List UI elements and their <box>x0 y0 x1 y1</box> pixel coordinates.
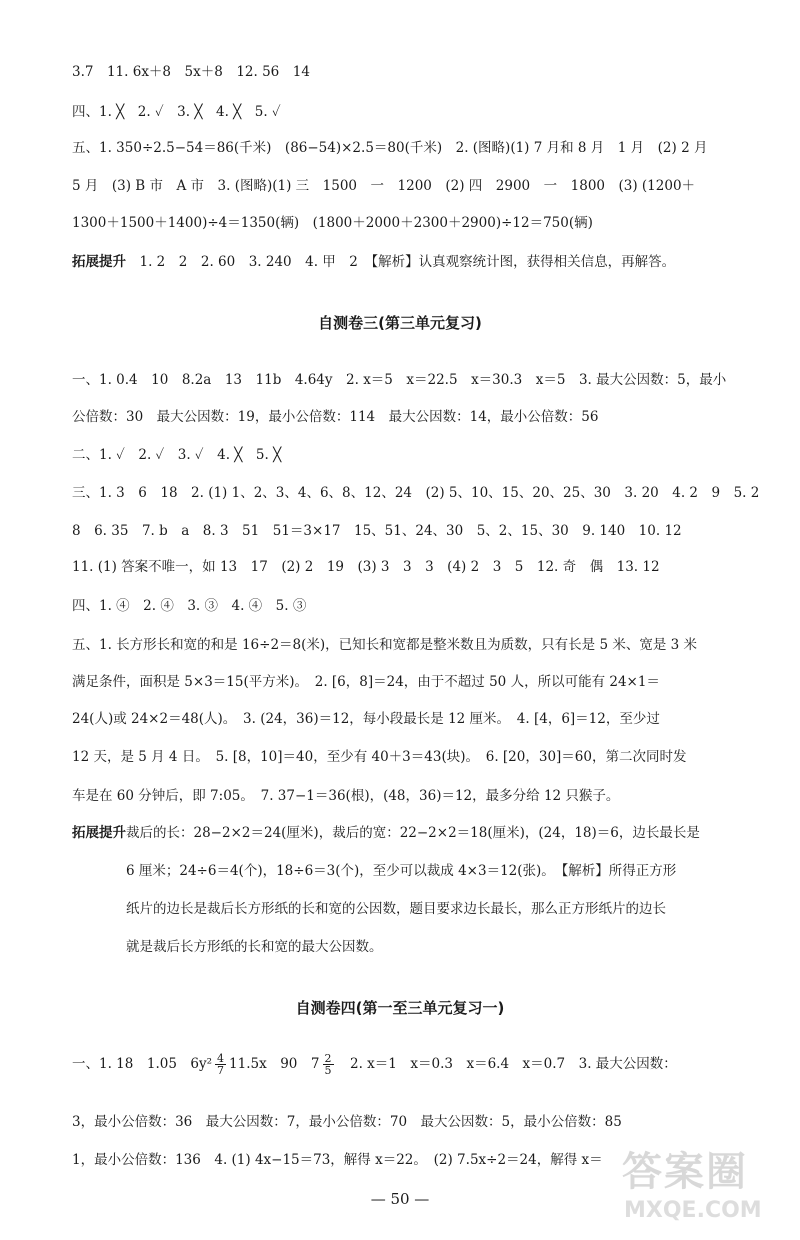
answer-segment: 2. x＝1 x＝0.3 x＝6.4 x＝0.7 3. 最大公因数： <box>350 1056 677 1072</box>
fraction <box>215 1053 226 1076</box>
answer-line: 3，最小公倍数：36 最大公因数：7，最小公倍数：70 最大公因数：5，最小公倍数：85 <box>72 1114 622 1130</box>
answer-line: 24(人)或 24×2＝48(人)。 3. (24，36)＝12，每小段最长是 12 厘米。 4. [4，6]＝12，至少过 <box>72 711 660 727</box>
answer-line: 纸片的边长是裁后长方形纸的长和宽的公因数，题目要求边长最长，那么正方形纸片的边长 <box>126 901 666 917</box>
fraction-numerator: 2 <box>324 1052 332 1065</box>
answer-line: 1，最小公倍数：136 4. (1) 4x−15＝73，解得 x＝22。 (2) 7.5x÷2＝24，解得 x＝ <box>72 1152 603 1168</box>
tuozhan-text: 1. 2 2 2. 60 3. 240 4. 甲 2 【解析】认真观察统计图，获得相关信息，再解答。 <box>139 254 676 270</box>
answer-line: 车是在 60 分钟后，即 7:05。 7. 37−1＝36(根)，(48，36)＝12，最多分给 12 只猴子。 <box>72 788 620 804</box>
answer-line: 8 6. 35 7. b a 8. 3 51 51＝3×17 15、51、24、30 5、2、15、30 9. 140 10. 12 <box>72 523 682 539</box>
answer-line: 1300＋1500＋1400)÷4＝1350(辆) (1800＋2000＋2300＋2900)÷12＝750(辆) <box>72 215 593 231</box>
tuozhan-label: 拓展提升 <box>72 254 126 270</box>
answer-line: 三、1. 3 6 18 2. (1) 1、2、3、4、6、8、12、24 (2) 5、10、15、20、25、30 3. 20 4. 2 9 5. 2 <box>72 485 760 501</box>
watermark-logo <box>600 1136 800 1236</box>
tuozhan-label: 拓展提升 <box>72 825 126 841</box>
answer-line: 四、1. ╳ 2. ✓ 3. ╳ 4. ╳ 5. ✓ <box>72 104 281 120</box>
fraction <box>323 1053 334 1076</box>
answer-segment: 一、1. 18 1.05 6y² <box>72 1056 213 1072</box>
tuozhan-line <box>72 251 675 273</box>
answer-line: 裁后的长：28−2×2＝24(厘米)，裁后的宽：22−2×2＝18(厘米)，(24，18)＝6，边长最长是 <box>126 825 700 841</box>
answer-line: 6 厘米；24÷6＝4(个)，18÷6＝3(个)，至少可以裁成 4×3＝12(张)。 【解析】所得正方形 <box>126 863 677 879</box>
fraction-numerator: 4 <box>217 1052 225 1065</box>
watermark-url: MXQE.COM <box>624 1198 762 1223</box>
fraction-denominator: 7 <box>217 1064 225 1077</box>
fraction-denominator: 5 <box>324 1064 332 1077</box>
answer-line: 5 月 (3) B 市 A 市 3. (图略)(1) 三 1500 一 1200 (2) 四 2900 一 1800 (3) (1200＋ <box>72 178 696 194</box>
answer-line: 3.7 11. 6x＋8 5x＋8 12. 56 14 <box>72 64 310 80</box>
answer-line: 一、1. 0.4 10 8.2a 13 11b 4.64y 2. x＝5 x＝22.5 x＝30.3 x＝5 3. 最大公因数：5，最小 <box>72 372 727 388</box>
section-heading: 自测卷四(第一至三单元复习一) <box>295 999 505 1017</box>
answer-line: 12 天，是 5 月 4 日。 5. [8，10]＝40，至少有 40＋3＝43(块)。 6. [20，30]＝60，第二次同时发 <box>72 749 687 765</box>
page-number: — 50 — <box>370 1190 430 1208</box>
answer-line: 四、1. ④ 2. ④ 3. ③ 4. ④ 5. ③ <box>72 598 307 614</box>
answer-segment: 11.5x 90 7 <box>229 1056 320 1072</box>
answer-line: 二、1. ✓ 2. ✓ 3. ✓ 4. ╳ 5. ╳ <box>72 447 282 463</box>
answer-line: 就是裁后长方形纸的长和宽的最大公因数。 <box>126 939 383 955</box>
answer-line: 公倍数：30 最大公因数：19，最小公倍数：114 最大公因数：14，最小公倍数：56 <box>72 409 599 425</box>
answer-line: 五、1. 350÷2.5−54＝86(千米) (86−54)×2.5＝80(千米) 2. (图略)(1) 7 月和 8 月 1 月 (2) 2 月 <box>72 140 708 156</box>
watermark-text: 答案圈 <box>622 1149 748 1195</box>
answer-line-with-fractions <box>72 1053 677 1076</box>
section-heading: 自测卷三(第三单元复习) <box>318 314 482 332</box>
answer-line: 满足条件，面积是 5×3＝15(平方米)。 2. [6，8]＝24，由于不超过 50 人，所以可能有 24×1＝ <box>72 674 660 690</box>
answer-line: 11. (1) 答案不唯一，如 13 17 (2) 2 19 (3) 3 3 3 (4) 2 3 5 12. 奇 偶 13. 12 <box>72 559 660 575</box>
answer-line: 五、1. 长方形长和宽的和是 16÷2＝8(米)，已知长和宽都是整米数且为质数，只有长是 5 米、宽是 3 米 <box>72 637 698 653</box>
